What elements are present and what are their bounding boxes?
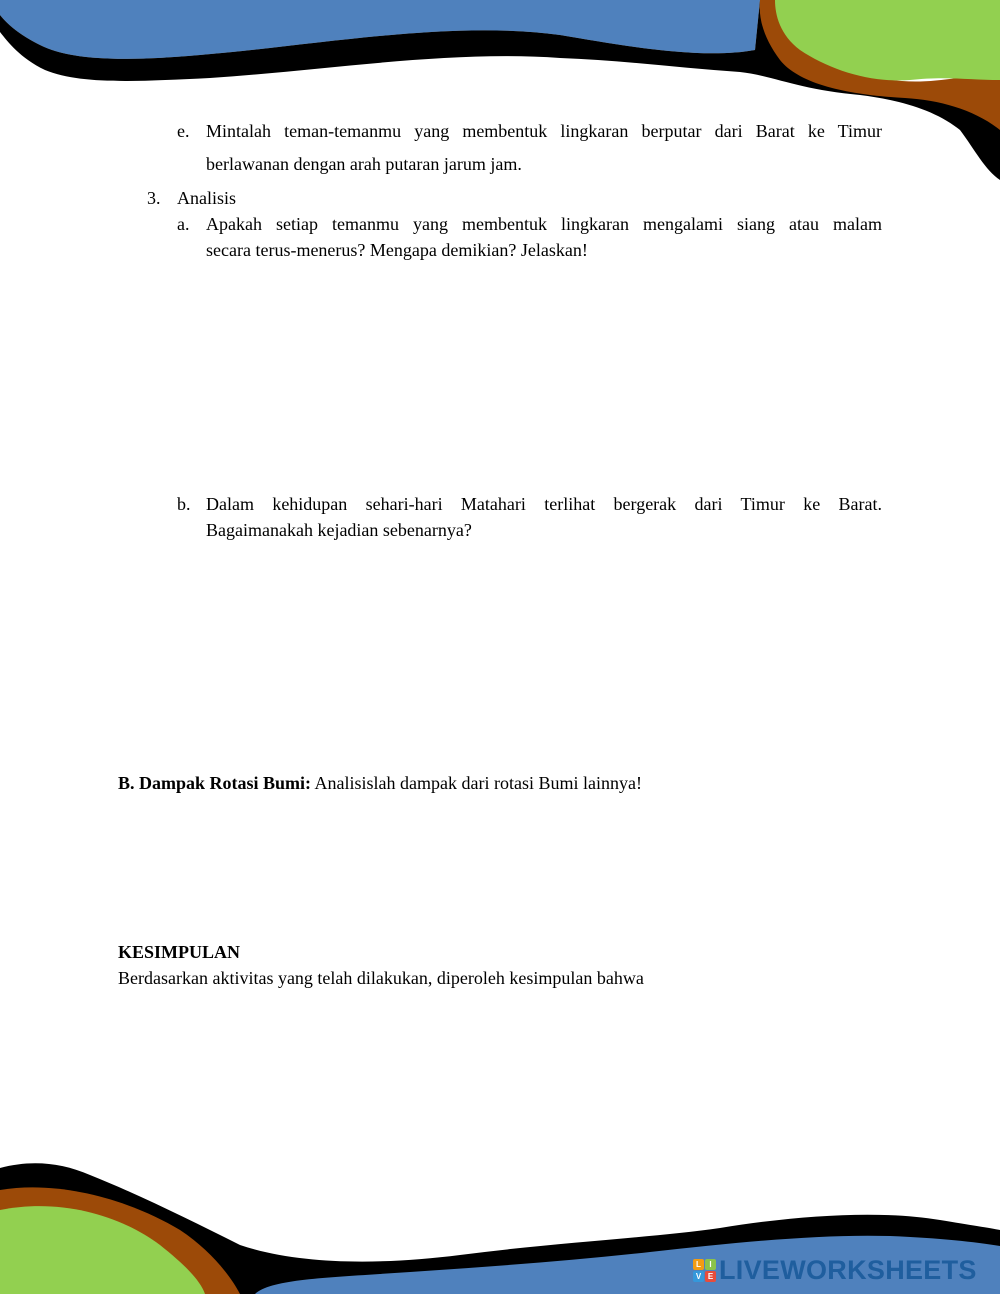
logo-letter-e: E (705, 1271, 716, 1282)
question-a-line1: Apakah setiap temanmu yang membentuk lingkaran mengalami siang atau malam (206, 214, 882, 234)
question-b-line2: Bagaimanakah kejadian sebenarnya? (206, 520, 472, 540)
question-b-marker: b. (177, 494, 191, 514)
question-b-line1: Dalam kehidupan sehari-hari Matahari terlihat bergerak dari Timur ke Barat. (206, 494, 882, 514)
question-a-marker: a. (177, 214, 190, 234)
logo-letter-i: I (705, 1259, 716, 1270)
conclusion-heading: KESIMPULAN (118, 942, 241, 962)
logo-letter-l: L (693, 1259, 704, 1270)
logo-letter-v: V (693, 1271, 704, 1282)
procedure-item-e-line1: Mintalah teman-temanmu yang membentuk lingkaran berputar dari Barat ke Timur (206, 121, 882, 141)
analysis-number: 3. (147, 188, 161, 208)
section-b (118, 772, 642, 794)
logo-text: LIVEWORKSHEETS (719, 1254, 977, 1285)
section-b-text: Analisislah dampak dari rotasi Bumi lainnya! (311, 773, 642, 793)
section-b-heading: B. Dampak Rotasi Bumi: (118, 773, 312, 793)
procedure-item-e-marker: e. (177, 121, 190, 141)
analysis-title: Analisis (177, 188, 237, 208)
procedure-item-e-line2: berlawanan dengan arah putaran jarum jam. (206, 154, 522, 174)
live-logo-grid-icon (693, 1259, 716, 1282)
question-a-line2: secara terus-menerus? Mengapa demikian? Jelaskan! (206, 240, 588, 260)
liveworksheets-logo (693, 1255, 977, 1285)
conclusion-text: Berdasarkan aktivitas yang telah dilakukan, diperoleh kesimpulan bahwa (118, 968, 644, 988)
